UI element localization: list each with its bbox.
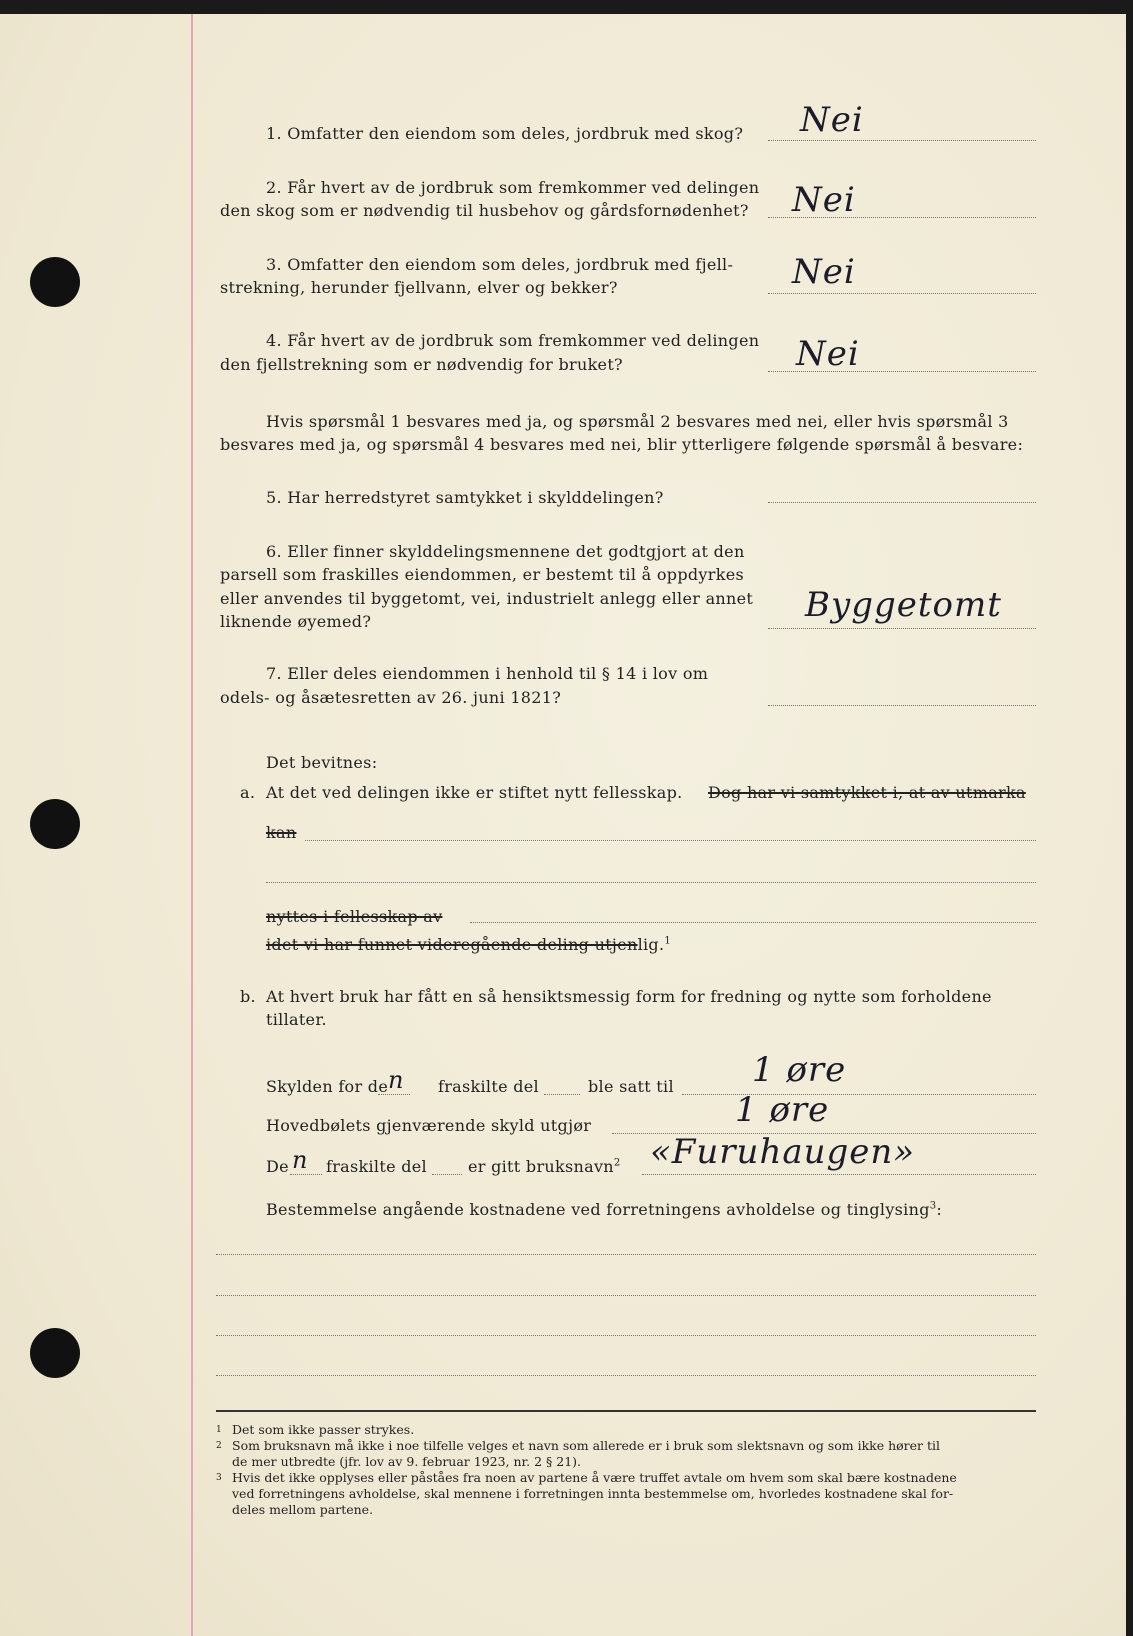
footnote-2-num: 2	[216, 1441, 222, 1451]
attest-a-idet	[266, 933, 671, 957]
fill-line	[216, 1254, 1036, 1255]
footnote-rule	[216, 1410, 1036, 1412]
margin-line	[191, 14, 193, 1636]
footnote-3-line2: ved forretningens avholdelse, skal mennene i forretningen innta bestemmelse om, hvorledes kostnadene skal for-	[232, 1486, 954, 1501]
fill-line	[642, 1174, 1036, 1175]
answer-line-3	[768, 293, 1036, 294]
answer-3-handwritten: Nei	[792, 252, 856, 292]
skyld-row3-c	[468, 1155, 621, 1179]
answer-line-7	[768, 705, 1036, 706]
footnote-2	[216, 1438, 940, 1454]
question-2-line2: den skog som er nødvendig til husbehov og gårdsfornødenhet?	[220, 201, 749, 220]
footnote-1-num: 1	[216, 1425, 222, 1435]
attest-a-nyttes: nyttes i fellesskap av	[266, 907, 443, 926]
footnote-1-text: Det som ikke passer strykes.	[232, 1422, 415, 1437]
answer-4-handwritten: Nei	[796, 334, 860, 374]
footnote-3-line3: deles mellom partene.	[232, 1502, 374, 1517]
fill-line	[216, 1375, 1036, 1376]
condition-line1: Hvis spørsmål 1 besvares med ja, og spørsmål 2 besvares med nei, eller hvis spørsmål 3	[266, 412, 1009, 431]
punch-hole	[30, 257, 80, 307]
question-7-line1: 7. Eller deles eiendommen i henhold til § 14 i lov om	[266, 664, 709, 683]
question-4-line1: 4. Får hvert av de jordbruk som fremkommer ved delingen	[266, 331, 760, 350]
attest-b-label: b.	[240, 987, 256, 1006]
footnote-3-line1: Hvis det ikke opplyses eller påståes fra noen av partene å være truffet avtale om hvem som skal bære kostnadene	[232, 1470, 957, 1485]
answer-line-1	[768, 140, 1036, 141]
answer-line-6	[768, 628, 1036, 629]
fill-line	[290, 1174, 322, 1175]
attest-a-kan: kan	[266, 823, 297, 842]
condition-line2: besvares med ja, og spørsmål 4 besvares med nei, blir ytterligere følgende spørsmål å besvare:	[220, 435, 1024, 454]
skyld-row1-hand-n: n	[388, 1066, 405, 1094]
skyld-row3-a: De	[266, 1157, 289, 1176]
attest-a-idet-end: lig.	[637, 935, 665, 954]
fill-line	[432, 1174, 462, 1175]
answer-1-handwritten: Nei	[800, 100, 864, 140]
skyld-row4-label: Bestemmelse angående kostnadene ved forretningens avholdelse og tinglysing	[266, 1200, 930, 1219]
skyld-row4	[266, 1198, 942, 1222]
fill-line	[544, 1094, 580, 1095]
skyld-row3-c-text: er gitt bruksnavn	[468, 1157, 614, 1176]
question-2-line1: 2. Får hvert av de jordbruk som fremkommer ved delingen	[266, 178, 760, 197]
fill-line	[216, 1295, 1036, 1296]
question-5: 5. Har herredstyret samtykket i skylddelingen?	[266, 488, 664, 507]
punch-hole	[30, 1328, 80, 1378]
question-4-line2: den fjellstrekning som er nødvendig for bruket?	[220, 355, 623, 374]
fill-line	[305, 840, 1036, 841]
question-6-line1: 6. Eller finner skylddelingsmennene det godtgjort at den	[266, 542, 745, 561]
attest-a-struck: Dog har vi samtykket i, at av utmarka	[708, 783, 1026, 802]
footnote-ref-3: 3	[929, 1200, 937, 1212]
skyld-row1-value: 1 øre	[752, 1050, 847, 1090]
attest-a-label: a.	[240, 783, 256, 802]
footnote-3-num: 3	[216, 1473, 222, 1483]
fill-line	[266, 882, 1036, 883]
skyld-row1-c: ble satt til	[588, 1077, 674, 1096]
question-6-line2: parsell som fraskilles eiendommen, er bestemt til å oppdyrkes	[220, 565, 744, 584]
skyld-row1-a: Skylden for de	[266, 1077, 389, 1096]
footnote-ref-1: 1	[664, 935, 672, 947]
footnote-ref-2: 2	[613, 1157, 621, 1169]
punch-hole	[30, 799, 80, 849]
fill-line	[470, 922, 1036, 923]
attest-b-line1: At hvert bruk har fått en så hensiktsmessig form for fredning og nytte som forholdene	[266, 987, 992, 1006]
answer-6-handwritten: Byggetomt	[805, 585, 1002, 625]
question-1: 1. Omfatter den eiendom som deles, jordbruk med skog?	[266, 124, 744, 143]
footnote-2-line1: Som bruksnavn må ikke i noe tilfelle velges et navn som allerede er i bruk som slektsnavn og som ikke hører til	[232, 1438, 941, 1453]
footnote-2-line2: de mer utbredte (jfr. lov av 9. februar 1923, nr. 2 § 21).	[232, 1454, 582, 1469]
question-6-line4: liknende øyemed?	[220, 612, 372, 631]
attest-a-idet-struck: idet vi har funnet videregående deling utjen	[266, 935, 638, 954]
skyld-row2-label: Hovedbølets gjenværende skyld utgjør	[266, 1116, 592, 1135]
skyld-row3-b: fraskilte del	[326, 1157, 427, 1176]
skyld-row4-end: :	[936, 1200, 943, 1219]
answer-line-5	[768, 502, 1036, 503]
fill-line	[216, 1335, 1036, 1336]
fill-line	[378, 1094, 410, 1095]
footnote-1	[216, 1422, 414, 1438]
question-7-line2: odels- og åsætesretten av 26. juni 1821?	[220, 688, 562, 707]
attest-b-line2: tillater.	[266, 1010, 327, 1029]
question-3-line2: strekning, herunder fjellvann, elver og bekker?	[220, 278, 618, 297]
attest-a-text: At det ved delingen ikke er stiftet nytt fellesskap.	[266, 783, 683, 802]
skyld-row3-hand-n: n	[292, 1146, 309, 1174]
attest-heading: Det bevitnes:	[266, 753, 378, 772]
skyld-row3-value: «Furuhaugen»	[650, 1132, 916, 1172]
question-6-line3: eller anvendes til byggetomt, vei, industrielt anlegg eller annet	[220, 589, 754, 608]
skyld-row1-b: fraskilte del	[438, 1077, 539, 1096]
skyld-row2-value: 1 øre	[735, 1090, 830, 1130]
answer-2-handwritten: Nei	[792, 180, 856, 220]
question-3-line1: 3. Omfatter den eiendom som deles, jordbruk med fjell-	[266, 255, 734, 274]
footnote-3	[216, 1470, 957, 1486]
